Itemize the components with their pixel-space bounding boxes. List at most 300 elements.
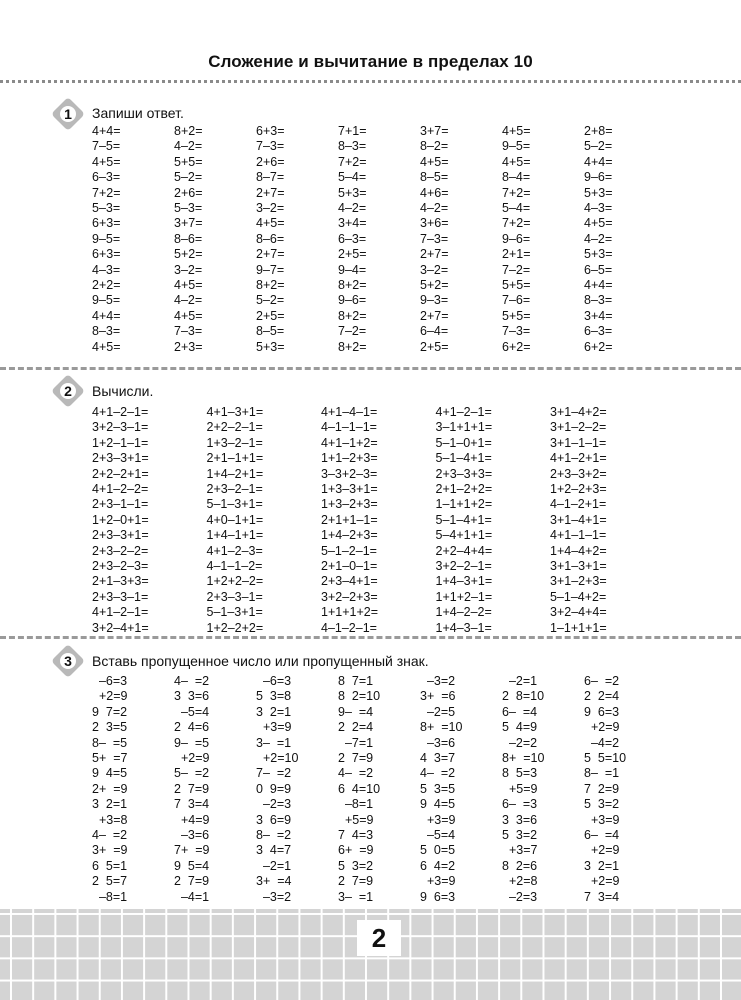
exercise-item: 2+3–2–2= [92, 543, 149, 558]
exercise-item: 4+1–2–1= [92, 405, 149, 419]
exercise-item: 6–3= [92, 170, 121, 185]
exercise-item: 5 3=2 [338, 858, 374, 873]
exercise-item: 4+1–2–2= [92, 482, 149, 497]
exercise-column [550, 405, 665, 636]
exercise-item: 5– =2 [174, 766, 210, 781]
exercise-item: 5+3= [584, 185, 613, 200]
exercise-item: 2+3= [174, 339, 203, 354]
exercise-column [338, 124, 420, 355]
task-2-instruction: Вычисли. [92, 383, 154, 399]
exercise-item: 7 4=3 [338, 828, 374, 843]
exercise-item: 2+1–2+2= [435, 482, 493, 497]
exercise-item: 7+2= [338, 154, 367, 169]
exercise-item: 3 3=6 [502, 812, 538, 827]
exercise-item: 5 5=10 [584, 751, 627, 766]
exercise-item: 8+ =10 [420, 720, 463, 735]
exercise-item: 4+5= [256, 216, 285, 231]
task-3-instruction: Вставь пропущенное число или пропущенный знак. [92, 653, 429, 669]
exercise-item: 5–1–0+1= [435, 435, 492, 450]
exercise-item: 9–3= [420, 293, 449, 308]
exercise-item: 4–1–1–1= [321, 420, 377, 435]
exercise-item: 9 6=3 [584, 704, 620, 719]
exercise-item: 7– =2 [256, 766, 292, 781]
exercise-item: 8–3= [338, 139, 367, 154]
exercise-item: 8 7=1 [338, 674, 374, 688]
exercise-item: 1+4–2+1= [206, 466, 264, 481]
exercise-item: 3–1+1+1= [435, 420, 493, 435]
exercise-item: 7+1= [338, 124, 367, 138]
exercise-column [502, 674, 584, 905]
exercise-item: 4+5= [420, 154, 449, 169]
exercise-item: +4=9 [174, 812, 210, 827]
exercise-item: 7+2= [502, 185, 531, 200]
exercise-item: 9– =5 [174, 735, 210, 750]
exercise-item: +5=9 [338, 812, 374, 827]
exercise-item: 2+5= [338, 247, 367, 262]
exercise-item: 8–3= [92, 324, 121, 339]
exercise-item: 6–5= [584, 262, 613, 277]
exercise-item: 2+7= [420, 247, 449, 262]
exercise-item: 8+2= [256, 278, 285, 293]
exercise-item: 5–2= [256, 293, 285, 308]
exercise-item: 2+1+1–1= [321, 512, 378, 527]
exercise-item: 7–3= [420, 231, 449, 246]
exercise-item: 3+7= [420, 124, 449, 138]
exercise-item: 5 3=2 [502, 828, 538, 843]
exercise-column [420, 124, 502, 355]
exercise-item: +2=9 [584, 843, 620, 858]
exercise-item: 3+1–1–1= [550, 435, 607, 450]
exercise-item: 9 5=4 [174, 858, 210, 873]
exercise-item: 2+2–2–1= [206, 420, 263, 435]
exercise-item: 8–6= [256, 231, 285, 246]
exercise-item: 2+3–3+2= [550, 466, 607, 481]
exercise-item: 4+5= [584, 216, 613, 231]
exercise-item: 3+ =6 [420, 689, 456, 704]
exercise-item: 5+3= [584, 247, 613, 262]
task-1-number-badge [55, 101, 81, 127]
exercise-item: 2+3–2–1= [206, 482, 263, 497]
exercise-item: 5 3=8 [256, 689, 292, 704]
exercise-item: +5=9 [502, 781, 538, 796]
exercise-item: 4–2= [420, 201, 449, 216]
exercise-item: 3+4= [584, 308, 613, 323]
exercise-item: 3–2= [256, 201, 285, 216]
exercise-item: –5=4 [174, 704, 210, 719]
exercise-item: 2 3=5 [92, 720, 128, 735]
exercise-item: 6– =4 [584, 828, 620, 843]
exercise-item: 8–4= [502, 170, 531, 185]
exercise-item: 3+1–2–2= [550, 420, 607, 435]
exercise-item: 4–3= [92, 262, 121, 277]
exercise-item: 2+ =9 [92, 781, 128, 796]
exercise-item: 1+3–2–1= [206, 435, 263, 450]
exercise-column [174, 674, 256, 905]
exercise-item: 7+2= [502, 216, 531, 231]
exercise-item: 4+4= [92, 308, 121, 323]
exercise-item: 8– =2 [256, 828, 292, 843]
exercise-item: 6 4=2 [420, 858, 456, 873]
exercise-item: 1+4–1+1= [206, 528, 264, 543]
exercise-item: 7–3= [174, 324, 203, 339]
exercise-item: –2=3 [256, 797, 292, 812]
exercise-item: 4+1–4–1= [321, 405, 378, 419]
exercise-item: 7 3=4 [584, 889, 620, 904]
exercise-item: 2 4=6 [174, 720, 210, 735]
exercise-item: 2+5= [256, 308, 285, 323]
exercise-item: 1–1+1+2= [435, 497, 493, 512]
exercise-item: 5–1–3+1= [206, 497, 263, 512]
exercise-item: 5+5= [174, 154, 203, 169]
exercise-item: 2+3–3+3= [435, 466, 493, 481]
exercise-item: 0 9=9 [256, 781, 292, 796]
exercise-item: 4+1–1+2= [321, 435, 378, 450]
exercise-item: 6+2= [502, 339, 531, 354]
exercise-item: 6 4=10 [338, 781, 381, 796]
exercise-item: 4+4= [92, 124, 121, 138]
exercise-item: 1+4–2+3= [321, 528, 378, 543]
task-3-number: 3 [64, 653, 72, 669]
exercise-item: 1+1+1+2= [321, 605, 379, 620]
exercise-item: 9–7= [256, 262, 285, 277]
task-1-exercises [92, 124, 666, 355]
exercise-item: 5+5= [502, 308, 531, 323]
exercise-item: 7 2=9 [584, 781, 620, 796]
exercise-item: 8–3= [584, 293, 613, 308]
exercise-item: 3+1–4+2= [550, 405, 607, 419]
exercise-item: 3–2= [174, 262, 203, 277]
exercise-item: 3 2=1 [256, 704, 292, 719]
exercise-item: 6– =4 [502, 704, 538, 719]
exercise-item: 3+2–4+4= [550, 605, 607, 620]
exercise-item: 2+3–3–1= [92, 589, 149, 604]
exercise-item: 4+5= [92, 154, 121, 169]
exercise-item: 9–6= [584, 170, 613, 185]
exercise-item: +2=9 [584, 874, 620, 889]
exercise-item: +3=7 [502, 843, 538, 858]
exercise-item: 7+ =9 [174, 843, 210, 858]
exercise-item: 1–1+1+1= [550, 620, 607, 635]
exercise-item: 9 7=2 [92, 704, 128, 719]
exercise-item: –3=2 [256, 889, 292, 904]
exercise-item: 4+4= [584, 278, 613, 293]
exercise-item: 3+1–4+1= [550, 512, 607, 527]
exercise-column [92, 405, 207, 636]
exercise-item: –3=6 [420, 735, 456, 750]
exercise-item: 4–1–1–2= [206, 559, 263, 574]
exercise-item: 2 7=9 [174, 874, 210, 889]
exercise-item: 3+6= [420, 216, 449, 231]
exercise-item: 2+7= [420, 308, 449, 323]
exercise-column [502, 124, 584, 355]
exercise-item: 5–1–3+1= [206, 605, 263, 620]
exercise-item: –2=5 [420, 704, 456, 719]
exercise-item: +2=9 [92, 689, 128, 704]
exercise-item: 2+5= [420, 339, 449, 354]
exercise-column [256, 674, 338, 905]
exercise-item: 6+3= [92, 216, 121, 231]
exercise-item: +3=9 [584, 812, 620, 827]
exercise-item: 3+4= [338, 216, 367, 231]
exercise-item: 8– =1 [584, 766, 620, 781]
exercise-item: +2=9 [174, 751, 210, 766]
exercise-item: 8–6= [174, 231, 203, 246]
exercise-item: 6– =2 [584, 674, 620, 688]
exercise-item: 4–2= [584, 231, 613, 246]
exercise-item: 8 5=3 [502, 766, 538, 781]
exercise-item: 6+3= [92, 247, 121, 262]
exercise-item: 7–2= [502, 262, 531, 277]
exercise-item: 4– =2 [420, 766, 456, 781]
exercise-item: 8 2=6 [502, 858, 538, 873]
exercise-item: 1+4–4+2= [550, 543, 607, 558]
exercise-column [207, 405, 322, 636]
exercise-item: 2+2= [92, 278, 121, 293]
exercise-item: 7–6= [502, 293, 531, 308]
exercise-item: 3+2–4+1= [92, 620, 149, 635]
exercise-item: 3–2= [420, 262, 449, 277]
exercise-item: 8+2= [338, 308, 367, 323]
exercise-item: 3– =1 [256, 735, 292, 750]
exercise-item: 2 7=9 [338, 874, 374, 889]
exercise-item: 2+3–4+1= [321, 574, 378, 589]
exercise-item: 1+3–3+1= [321, 482, 378, 497]
exercise-item: +3=9 [256, 720, 292, 735]
exercise-column [321, 405, 436, 636]
exercise-item: 1+2+2–2= [206, 574, 264, 589]
exercise-item: 7–2= [338, 324, 367, 339]
exercise-item: 5+ =7 [92, 751, 128, 766]
exercise-item: 2 8=10 [502, 689, 545, 704]
exercise-item: 9–5= [92, 293, 121, 308]
exercise-item: 6+3= [256, 124, 285, 138]
exercise-column [584, 674, 666, 905]
exercise-column [174, 124, 256, 355]
exercise-item: –2=2 [502, 735, 538, 750]
exercise-item: 4+1–1–1= [550, 528, 607, 543]
exercise-item: 2+1–1+1= [206, 451, 264, 466]
exercise-item: –2=1 [502, 674, 538, 688]
exercise-item: 3+1–3+1= [550, 559, 607, 574]
exercise-item: 5+3= [338, 185, 367, 200]
exercise-item: 4 3=7 [420, 751, 456, 766]
exercise-item: 8+2= [338, 278, 367, 293]
exercise-item: 1+2–2+3= [550, 482, 607, 497]
exercise-item: 1+4–2–2= [435, 605, 492, 620]
exercise-item: 5–3= [174, 201, 203, 216]
exercise-item: 4+1–2+1= [550, 451, 607, 466]
exercise-item: 2+1= [502, 247, 531, 262]
exercise-item: 4–2= [174, 139, 203, 154]
exercise-item: 9–6= [338, 293, 367, 308]
exercise-item: –6=3 [92, 674, 128, 688]
exercise-item: 6+2= [584, 339, 613, 354]
exercise-item: 5+5= [502, 278, 531, 293]
exercise-item: 4– =2 [174, 674, 210, 688]
exercise-item: –4=2 [584, 735, 620, 750]
exercise-column [420, 674, 502, 905]
exercise-column [256, 124, 338, 355]
exercise-item: 2+3–1–1= [92, 497, 149, 512]
exercise-item: 5–3= [92, 201, 121, 216]
exercise-item: 2+6= [174, 185, 203, 200]
exercise-item: 2 2=4 [584, 689, 620, 704]
exercise-item: –3=6 [174, 828, 210, 843]
exercise-item: 3– =1 [338, 889, 374, 904]
exercise-item: +3=8 [92, 812, 128, 827]
exercise-item: 2+3–3+1= [92, 528, 149, 543]
exercise-column [338, 674, 420, 905]
exercise-item: 3+2–3–1= [92, 420, 149, 435]
exercise-item: 4+1–2–1= [435, 405, 492, 419]
exercise-item: 4+0–1+1= [206, 512, 264, 527]
page-title: Сложение и вычитание в пределах 10 [208, 52, 533, 71]
exercise-item: 9–6= [502, 231, 531, 246]
exercise-item: +2=9 [584, 720, 620, 735]
task-2-number-badge [55, 378, 81, 404]
section-divider [0, 636, 741, 639]
exercise-item: 6– =3 [502, 797, 538, 812]
exercise-item: 8+2= [338, 339, 367, 354]
page-number: 2 [371, 923, 387, 953]
exercise-item: 3+7= [174, 216, 203, 231]
exercise-item: 4+5= [92, 339, 121, 354]
exercise-item: –3=2 [420, 674, 456, 688]
exercise-item: 4–2= [174, 293, 203, 308]
exercise-item: 2+1–3+3= [92, 574, 149, 589]
exercise-item: 5 0=5 [420, 843, 456, 858]
exercise-item: 5–2= [584, 139, 613, 154]
exercise-item: 3+1–2+3= [550, 574, 607, 589]
exercise-item: 5 3=2 [584, 797, 620, 812]
exercise-item: –8=1 [338, 797, 374, 812]
exercise-item: 6+ =9 [338, 843, 374, 858]
exercise-column [584, 124, 666, 355]
exercise-item: 3+ =9 [92, 843, 128, 858]
exercise-item: 9– =4 [338, 704, 374, 719]
exercise-item: 6 5=1 [92, 858, 128, 873]
exercise-item: 3 2=1 [92, 797, 128, 812]
exercise-item: 4+6= [420, 185, 449, 200]
exercise-item: 8–5= [420, 170, 449, 185]
exercise-item: 2+3–3–1= [206, 589, 263, 604]
exercise-item: –2=3 [502, 889, 538, 904]
exercise-column [92, 674, 174, 905]
exercise-item: 4+4= [584, 154, 613, 169]
exercise-item: 9–5= [502, 139, 531, 154]
exercise-item: 3+2–2+3= [321, 589, 378, 604]
exercise-item: 4+5= [502, 124, 531, 138]
task-2-number: 2 [64, 383, 72, 399]
exercise-item: 5–1–4+1= [435, 451, 492, 466]
exercise-item: 4+5= [502, 154, 531, 169]
exercise-item: 9–4= [338, 262, 367, 277]
exercise-item: 5+3= [256, 339, 285, 354]
exercise-item: 4–1–2–1= [321, 620, 377, 635]
task-1-number: 1 [64, 106, 72, 122]
exercise-item: 4+1–2–1= [92, 605, 149, 620]
exercise-item: 8+ =10 [502, 751, 545, 766]
exercise-item: 8– =5 [92, 735, 128, 750]
exercise-item: 2+3–3+1= [92, 451, 149, 466]
exercise-item: 2 2=4 [338, 720, 374, 735]
exercise-item: 4–2= [338, 201, 367, 216]
exercise-item: 3 2=1 [584, 858, 620, 873]
exercise-item: 1+4–3–1= [435, 620, 492, 635]
exercise-item: 1+3–2+3= [321, 497, 378, 512]
exercise-item: 4+5= [174, 278, 203, 293]
exercise-item: 8–7= [256, 170, 285, 185]
exercise-item: –7=1 [338, 735, 374, 750]
exercise-item: 1+1+2–1= [435, 589, 493, 604]
exercise-item: 6–3= [338, 231, 367, 246]
exercise-item: 3 4=7 [256, 843, 292, 858]
exercise-item: 1+2–2+2= [206, 620, 264, 635]
exercise-item: 7+2= [92, 185, 121, 200]
exercise-item: +3=9 [420, 812, 456, 827]
section-divider [0, 367, 741, 370]
exercise-item: 9 4=5 [92, 766, 128, 781]
exercise-item: 2+7= [256, 185, 285, 200]
exercise-item: 4+1–3+1= [206, 405, 264, 419]
exercise-item: 7–3= [502, 324, 531, 339]
exercise-item: 1+1–2+3= [321, 451, 378, 466]
exercise-item: +2=10 [256, 751, 299, 766]
exercise-item: 3+ =4 [256, 874, 292, 889]
exercise-item: 2+8= [584, 124, 613, 138]
exercise-item: –5=4 [420, 828, 456, 843]
exercise-item: 5 3=5 [420, 781, 456, 796]
exercise-item: 5–2= [174, 170, 203, 185]
exercise-item: +3=9 [420, 874, 456, 889]
exercise-item: 2+3–2–3= [92, 559, 149, 574]
exercise-item: 2+7= [256, 247, 285, 262]
exercise-item: 4+5= [174, 308, 203, 323]
exercise-item: –8=1 [92, 889, 128, 904]
exercise-item: 2+1–0–1= [321, 559, 378, 574]
exercise-item: 4+1–2–3= [206, 543, 263, 558]
exercise-item: 2 7=9 [174, 781, 210, 796]
exercise-item: 8–2= [420, 139, 449, 154]
exercise-item: 7 3=4 [174, 797, 210, 812]
exercise-item: 5–4= [502, 201, 531, 216]
exercise-item: 9 6=3 [420, 889, 456, 904]
exercise-item: 4– =2 [92, 828, 128, 843]
exercise-item: 3–3+2–3= [321, 466, 378, 481]
exercise-item: 4– =2 [338, 766, 374, 781]
task-3-exercises [92, 674, 666, 905]
exercise-item: 5–1–4+2= [550, 589, 607, 604]
exercise-item: 1+2–1–1= [92, 435, 149, 450]
exercise-item: 8+2= [174, 124, 203, 138]
exercise-item: 3 6=9 [256, 812, 292, 827]
exercise-item: 4–3= [584, 201, 613, 216]
exercise-item: 6–3= [584, 324, 613, 339]
title-dotted-divider [0, 80, 741, 83]
exercise-item: 9–5= [92, 231, 121, 246]
exercise-item: 5+2= [174, 247, 203, 262]
exercise-item: 7–3= [256, 139, 285, 154]
exercise-item: 4–1–2+1= [550, 497, 607, 512]
exercise-item: 1+4–3+1= [435, 574, 493, 589]
exercise-item: 3 3=6 [174, 689, 210, 704]
exercise-item: 2+6= [256, 154, 285, 169]
exercise-item: 5–4+1+1= [435, 528, 493, 543]
exercise-item: –4=1 [174, 889, 210, 904]
task-2-exercises [92, 405, 665, 636]
task-3-number-badge [55, 648, 81, 674]
exercise-item: 5 4=9 [502, 720, 538, 735]
